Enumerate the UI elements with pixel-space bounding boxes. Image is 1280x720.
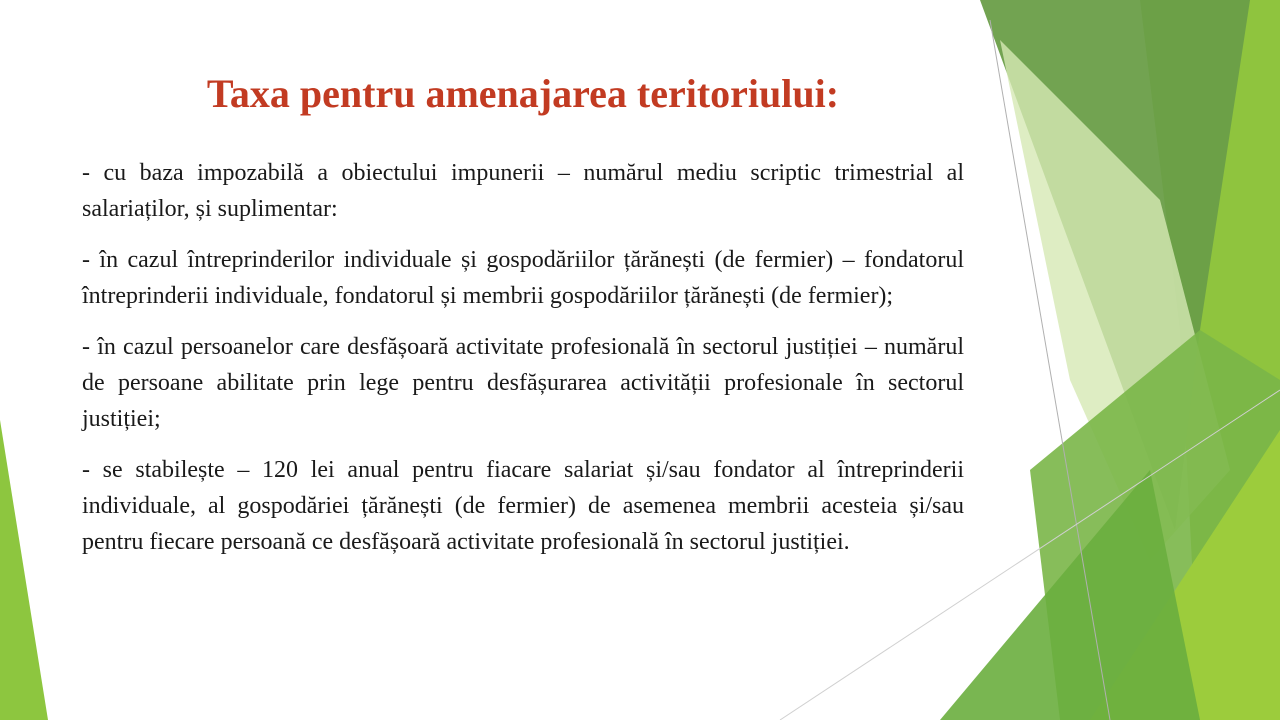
paragraph-individual-enterprises: - în cazul întreprinderilor individuale și gospodăriilor țărănești (de fermier) – fondatorul întreprinderii individuale, fondatorul și membrii gospodăriilor țărănești (de fermier); [82,247,964,309]
slide-title: Taxa pentru amenajarea teritoriului: [206,71,840,116]
paragraph-justice-sector: - în cazul persoanelor care desfășoară activitate profesională în sectorul justiției – numărul de persoane abilitate prin lege pentru desfășurarea activității profesionale în sectorul justiției; [82,334,964,432]
slide-body [82,155,964,575]
paragraph-rate: - se stabilește – 120 lei anual pentru fiacare salariat și/sau fondator al întreprinderii individuale, al gospodăriei țărănești (de fermier) de asemenea membrii acesteia și/sau pentru fiecare persoană ce desfășoară activitate profesională în sectorul justiției. [82,457,964,555]
paragraph-taxable-base: - cu baza impozabilă a obiectului impunerii – numărul mediu scriptic trimestrial al salariaților, și suplimentar: [82,160,964,222]
left-green-triangle [0,420,48,720]
